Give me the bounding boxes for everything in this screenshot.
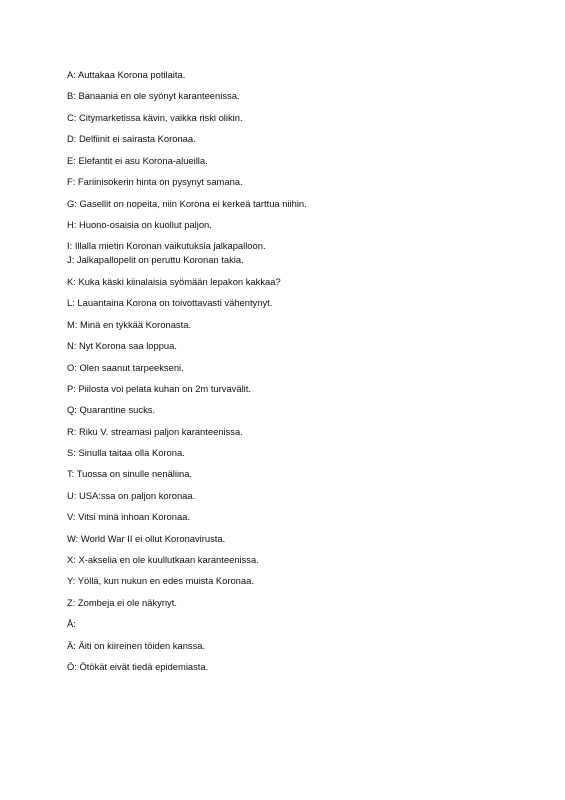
line-f: F: Fariinisokerin hinta on pysynyt samana.	[67, 176, 243, 187]
line-w: W: World War II ei ollut Koronavirusta.	[67, 533, 226, 544]
line-u: U: USA:ssa on paljon koronaa.	[67, 490, 196, 501]
line-k: K: Kuka käski kiinalaisia syömään lepakon kakkaa?	[67, 276, 281, 287]
line-e: E: Elefantit ei asu Korona-alueilla.	[67, 155, 208, 166]
line-g: G: Gasellit on nopeita, niin Korona ei kerkeä tarttua niihin.	[67, 198, 307, 209]
line-a-ring: Å:	[67, 618, 76, 629]
line-t: T: Tuossa on sinulle nenäliina.	[67, 468, 193, 479]
line-v: V: Vitsi minä inhoan Koronaa.	[67, 511, 190, 522]
line-q: Q: Quarantine sucks.	[67, 404, 156, 415]
line-b: B: Banaania en ole syönyt karanteenissa.	[67, 90, 240, 101]
line-s: S: Sinulla taitaa olla Korona.	[67, 447, 185, 458]
line-a-umlaut: Ä: Äiti on kiireinen töiden kanssa.	[67, 640, 206, 651]
line-i: I: Illalla mietin Koronan vaikutuksia jalkapalloon.	[67, 240, 266, 251]
line-n: N: Nyt Korona saa loppua.	[67, 340, 177, 351]
line-c: C: Citymarketissa kävin, vaikka riski olikin.	[67, 112, 243, 123]
line-h: H: Huono-osaisia on kuollut paljon.	[67, 219, 212, 230]
line-r: R: Riku V. streamasi paljon karanteenissa.	[67, 426, 243, 437]
line-x: X: X-akselia en ole kuullutkaan karanteenissa.	[67, 554, 259, 565]
line-d: D: Delfiinit ei sairasta Koronaa.	[67, 133, 196, 144]
line-a: A: Auttakaa Korona potilaita.	[67, 69, 186, 80]
line-p: P: Piilosta voi pelata kuhan on 2m turvavälit.	[67, 383, 251, 394]
line-y: Y: Yöllä, kun nukun en edes muista Koronaa.	[67, 575, 254, 586]
line-o-umlaut: Ö: Ötökät eivät tiedä epidemiasta.	[67, 661, 209, 672]
line-m: M: Minä en tykkää Koronasta.	[67, 319, 192, 330]
line-o: O: Olen saanut tarpeekseni.	[67, 362, 184, 373]
line-j: J: Jalkapallopelit on peruttu Koronan takia.	[67, 254, 244, 265]
line-l: L: Lauantaina Korona on toivottavasti vähentynyt.	[67, 297, 273, 308]
line-z: Z: Zombeja ei ole näkynyt.	[67, 597, 177, 608]
